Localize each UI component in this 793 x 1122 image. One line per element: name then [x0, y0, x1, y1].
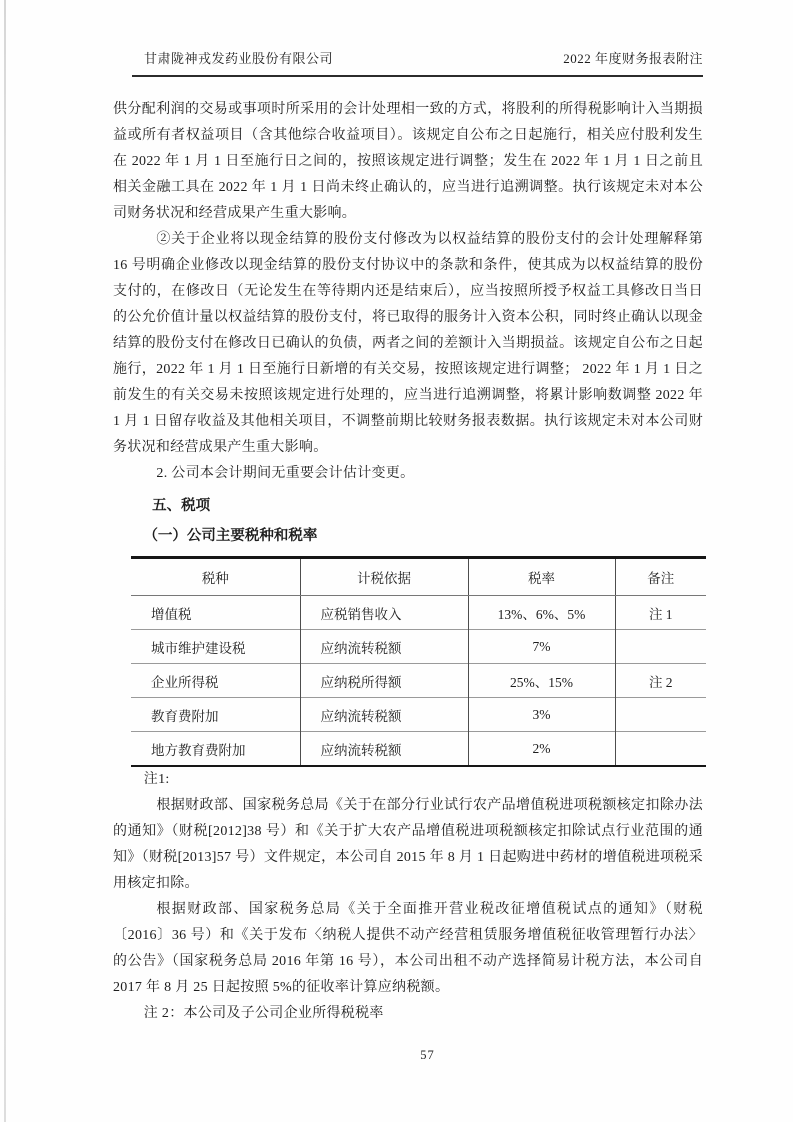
cell-remark — [615, 698, 706, 732]
note1-paragraph-property-lease-vat: 根据财政部、国家税务总局《关于全面推开营业税改征增值税试点的通知》（财税〔2016〕36 号）和《关于发布〈纳税人提供不动产经营租赁服务增值税征收管理暂行办法〉的公告》（国家税务总局 2016 年第 16 号），本公司出租不动产选择简易计税方法，本公司自 2017 年 8 月 25 日起按照 5%的征收率计算应纳税额。 — [113, 902, 703, 995]
tax-table-header — [131, 558, 706, 596]
subsection-heading-main-taxes: （一）公司主要税种和税率 — [143, 528, 318, 544]
tax-table-body — [131, 596, 706, 767]
table-row — [131, 698, 706, 732]
page-number: 57 — [420, 1048, 435, 1062]
table-row — [131, 596, 706, 630]
table-row — [131, 732, 706, 767]
col-header-tax-type: 税种 — [131, 558, 300, 596]
cell-tax-basis: 应纳流转税额 — [300, 732, 468, 767]
cell-remark: 注 1 — [615, 596, 706, 630]
cell-remark: 注 2 — [615, 664, 706, 698]
cell-tax-basis: 应税销售收入 — [300, 596, 468, 630]
cell-tax-rate: 13%、6%、5% — [468, 596, 615, 630]
company-name: 甘肃陇神戎发药业股份有限公司 — [144, 51, 334, 66]
note2-heading-income-tax-rates: 注 2：本公司及子公司企业所得税税率 — [143, 1006, 384, 1021]
paragraph-no-estimate-change: 2. 公司本会计期间无重要会计估计变更。 — [156, 466, 415, 481]
tax-rate-table — [131, 556, 706, 767]
cell-tax-type: 城市维护建设税 — [131, 630, 300, 664]
cell-tax-basis: 应纳流转税额 — [300, 630, 468, 664]
note1-paragraph-agri-vat: 根据财政部、国家税务总局《关于在部分行业试行农产品增值税进项税额核定扣除办法的通知》（财税[2012]38 号）和《关于扩大农产品增值税进项税额核定扣除试点行业范围的通知》（财税[2013]57 号）文件规定，本公司自 2015 年 8 月 1 日起购进中药材的增值税进项税采用核定扣除。 — [113, 798, 703, 891]
table-row — [131, 664, 706, 698]
col-header-tax-basis: 计税依据 — [300, 558, 468, 596]
scan-edge-artifact — [4, 0, 6, 1122]
page-body — [113, 97, 703, 1027]
report-title: 2022 年度财务报表附注 — [563, 51, 703, 66]
col-header-tax-rate: 税率 — [468, 558, 615, 596]
cell-tax-type: 教育费附加 — [131, 698, 300, 732]
cell-remark — [615, 732, 706, 767]
paragraph-dividend-accounting: 供分配利润的交易或事项时所采用的会计处理相一致的方式，将股利的所得税影响计入当期损益或所有者权益项目（含其他综合收益项目）。该规定自公布之日起施行，相关应付股利发生在 2022 年 1 月 1 日至施行日之间的，按照该规定进行调整；发生在 2022 年 1 月 1 日之前且相关金融工具在 2022 年 1 月 1 日尚未终止确认的，应当进行追溯调整。执行该规定未对本公司财务状况和经营成果产生重大影响。 — [113, 102, 703, 221]
cell-tax-type: 增值税 — [151, 606, 192, 622]
cell-tax-basis: 应纳税所得额 — [300, 664, 468, 698]
cell-tax-rate: 3% — [468, 698, 615, 732]
cell-tax-type: 地方教育费附加 — [131, 732, 300, 767]
paragraph-share-payment-interpretation: ②关于企业将以现金结算的股份支付修改为以权益结算的股份支付的会计处理解释第 16 号明确企业修改以现金结算的股份支付协议中的条款和条件，使其成为以权益结算的股份支付的，在修改日（无论发生在等待期内还是结束后），应当按照所授予权益工具修改日当日的公允价值计量以权益结算的股份支付，将已取得的服务计入资本公积，同时终止确认以现金结算的股份支付在修改日已确认的负债，两者之间的差额计入当期损益。该规定自公布之日起施行，2022 年 1 月 1 日至施行日新增的有关交易，按照该规定进行调整； 2022 年 1 月 1 日之前发生的有关交易未按照该规定进行处理的，应当进行追溯调整，将累计影响数调整 2022 年 1 月 1 日留存收益及其他相关项目，不调整前期比较财务报表数据。执行该规定未对本公司财务状况和经营成果产生重大影响。 — [113, 232, 703, 455]
cell-remark — [615, 630, 706, 664]
cell-tax-basis: 应纳流转税额 — [300, 698, 468, 732]
cell-tax-type: 企业所得税 — [131, 664, 300, 698]
table-header-row — [131, 558, 706, 596]
table-row — [131, 630, 706, 664]
cell-tax-rate: 7% — [468, 630, 615, 664]
section-heading-taxes: 五、税项 — [152, 498, 211, 514]
cell-tax-rate: 25%、15% — [468, 664, 615, 698]
col-header-remark: 备注 — [615, 558, 706, 596]
cell-tax-rate: 2% — [468, 732, 615, 767]
page-header — [132, 48, 703, 77]
note1-label: 注1: — [143, 772, 170, 787]
